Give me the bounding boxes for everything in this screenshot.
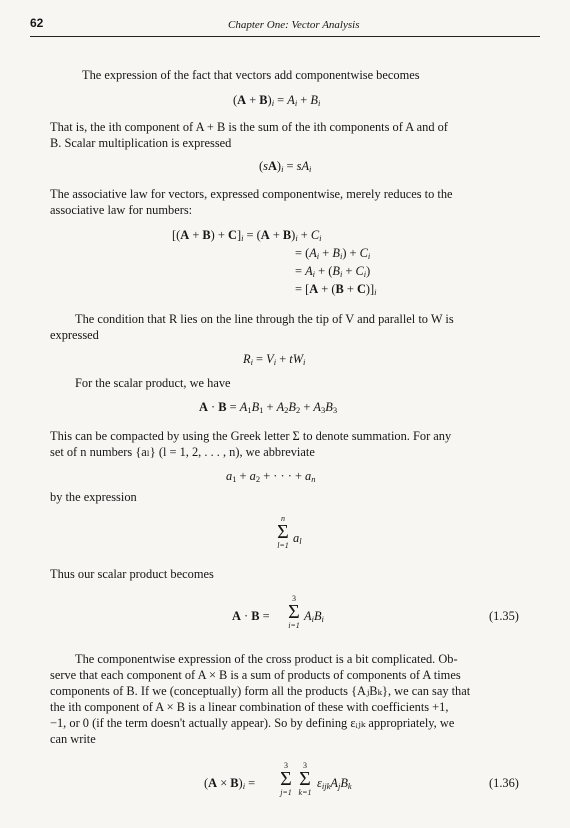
paragraph-ith-component-line1: That is, the ith component of A + B is the sum of the ith components of A and of [50, 120, 448, 134]
paragraph-summation-line2: set of n numbers {aₗ} (l = 1, 2, . . . , n), we abbreviate [50, 445, 315, 459]
equation-associative-line2: = $(A_i + B_i) + C_i$ [295, 246, 371, 261]
eq136-j-lower-limit: j=1 [280, 788, 292, 797]
eq136-k-sigma-symbol: Σ [299, 768, 311, 790]
equation-number-1-35: (1.35) [489, 609, 519, 623]
paragraph-associative-line2: associative law for numbers: [50, 203, 193, 217]
eq135-lower-limit: i=1 [288, 621, 300, 630]
sigma-lower-limit: l=1 [277, 541, 289, 550]
equation-1-36-lhs: $(A \times B)_i$ = [204, 776, 256, 791]
equation-associative-line4: = $[A + (B + C)]_i$ [295, 282, 377, 297]
equation-1-35-lhs: A · B = [232, 609, 270, 623]
paragraph-scalar-product: For the scalar product, we have [75, 376, 231, 390]
equation-1-36-summand: $\varepsilon_{ijk}A_jB_k$ [317, 776, 352, 791]
eq136-k-lower-limit: k=1 [298, 788, 312, 797]
paragraph-scalar-product-becomes: Thus our scalar product becomes [50, 567, 214, 581]
paragraph-cross-product-line2: serve that each component of A × B is a sum of products of components of A times [50, 668, 461, 682]
equation-associative-line3: = $A_i + (B_i + C_i)$ [295, 264, 371, 279]
equation-1-35-sigma [286, 594, 302, 630]
paragraph-cross-product-line6: can write [50, 732, 96, 746]
eq136-j-sigma-symbol: Σ [280, 768, 292, 790]
paragraph-cross-product-line1: The componentwise expression of the cross product is a bit complicated. Ob- [75, 652, 458, 666]
eq135-upper-limit: 3 [292, 594, 296, 603]
sigma-summand: $a_l$ [293, 531, 302, 546]
equation-vector-sum: $(A + B)_i = A_i + B_i$ [233, 93, 321, 108]
equation-sequence-sum: $a_1 + a_2$ + · · · + $a_n$ [226, 469, 316, 484]
equation-1-36-sigma-k [297, 761, 313, 797]
paragraph-associative-line1: The associative law for vectors, expressed componentwise, merely reduces to the [50, 187, 453, 201]
eq135-sigma-symbol: Σ [288, 601, 300, 623]
equation-1-36-sigma-j [278, 761, 294, 797]
page-number: 62 [30, 16, 44, 30]
sigma-symbol: Σ [277, 521, 289, 543]
equation-dot-product: $A \cdot B = A_1B_1 + A_2B_2 + A_3B_3$ [199, 400, 338, 415]
eq136-k-upper-limit: 3 [303, 761, 307, 770]
eq136-j-upper-limit: 3 [284, 761, 288, 770]
equation-scalar-multiplication: $(sA)_i = sA_i$ [259, 159, 312, 174]
paragraph-line-condition-line1: The condition that R lies on the line through the tip of V and parallel to W is [75, 312, 454, 326]
paragraph-intro: The expression of the fact that vectors add componentwise becomes [82, 68, 420, 82]
paragraph-cross-product-line5: −1, or 0 (if the term doesn't actually appear). So by defining εᵢⱼₖ appropriately, we [50, 716, 455, 730]
equation-sigma-notation [275, 514, 291, 550]
equation-number-1-36: (1.36) [489, 776, 519, 790]
running-title: Chapter One: Vector Analysis [228, 19, 360, 31]
paragraph-cross-product-line3: components of B. If we (conceptually) form all the products {AⱼBₖ}, we can say that [50, 684, 471, 698]
paragraph-by-expression: by the expression [50, 490, 137, 504]
equation-associative-line1: $[(A + B) + C]_i = (A + B)_i + C_i$ [172, 228, 322, 243]
paragraph-summation-line1: This can be compacted by using the Greek letter Σ to denote summation. For any [50, 429, 452, 443]
header-rule [30, 36, 540, 37]
paragraph-ith-component-line2: B. Scalar multiplication is expressed [50, 136, 232, 150]
sigma-upper-limit: n [281, 514, 285, 523]
equation-line-parametric: $R_i = V_i + tW_i$ [243, 352, 306, 367]
page-header [30, 12, 540, 38]
equation-1-35-summand: $A_iB_i$ [304, 609, 324, 624]
paragraph-line-condition-line2: expressed [50, 328, 99, 342]
paragraph-cross-product-line4: the ith component of A × B is a linear combination of these with coefficients +1, [50, 700, 449, 714]
